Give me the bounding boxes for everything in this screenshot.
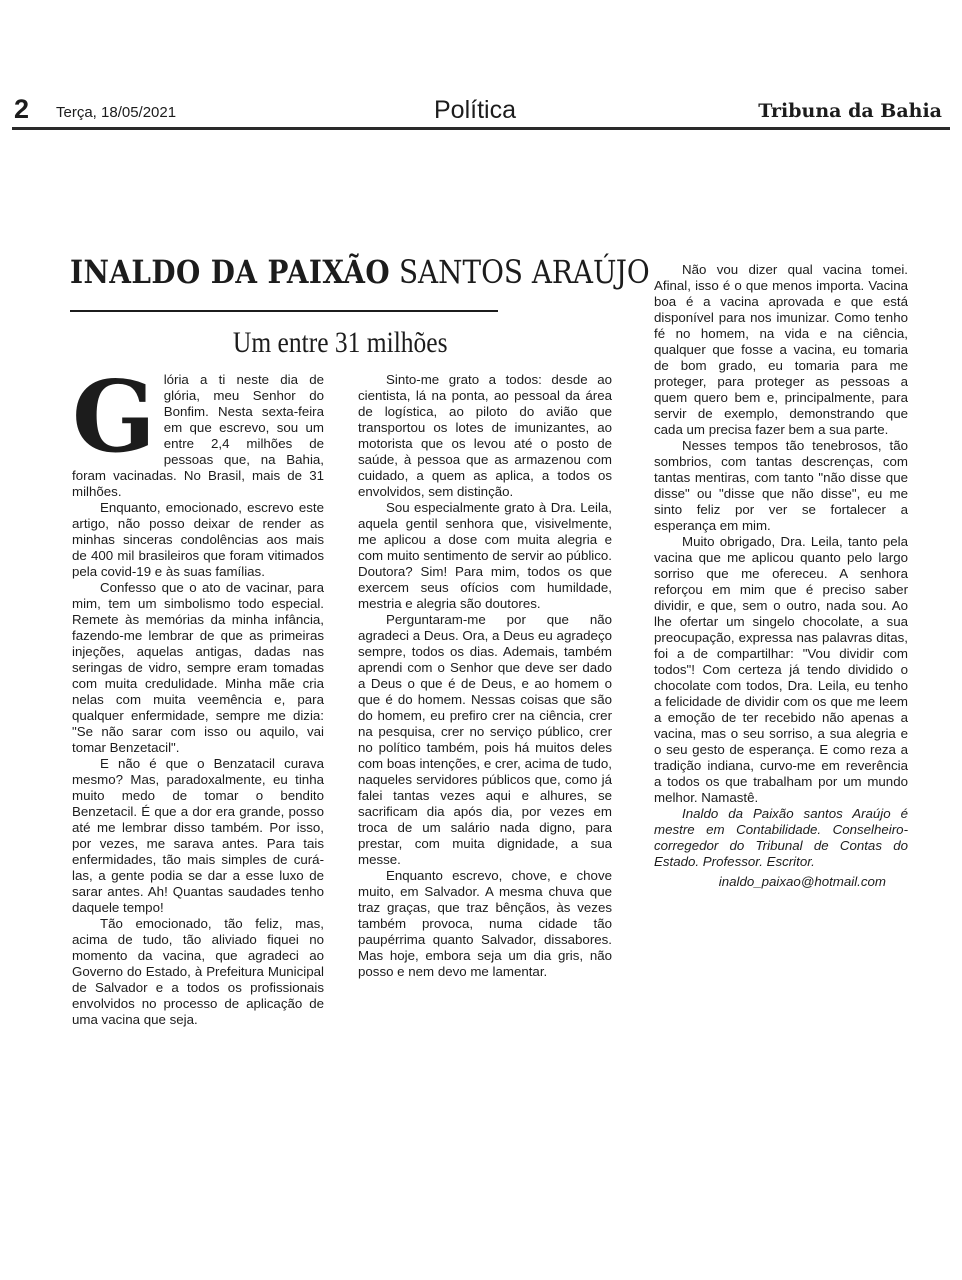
column-3 <box>654 262 908 890</box>
author-rule <box>70 310 498 312</box>
paragraph: Muito obrigado, Dra. Leila, tanto pela vacina que me aplicou quanto pelo largo sorriso que me ofereceu. A senhora reforçou em mim que é preciso saber dividir, e que, sem o outro, nada sou. Ao lhe ofertar um singelo chocolate, a sua preocupação, expressa nas palavras ditas, foi a de compartilhar: "Vou dividir com todos"! Com certeza já tendo dividido o chocolate com todos, Dra. Leila, eu tenho a felicidade de dividir com os que me leem a emoção de ter recebido não apenas a vacina, mas o seu sorriso, a sua alegria e o seu gesto de esperança. E como reza a tradição indiana, curvo-me em reverência a todos os que trabalham por um mundo melhor. Namastê. <box>654 534 908 805</box>
page-number: 2 <box>14 94 30 124</box>
column-2 <box>358 372 612 980</box>
paragraph: Enquanto, emocionado, escrevo este artigo, não posso deixar de render as minhas sinceras condolências aos mais de 400 mil brasileiros que foram vitimados pela covid-19 e às suas famílias. <box>72 500 324 579</box>
header-rule <box>12 127 950 130</box>
paragraph: E não é que o Benzatacil curava mesmo? Mas, paradoxalmente, eu tinha muito medo de tomar o bendito Benzetacil. É que a dor era grande, posso até me lembrar disso também. Por isso, por vezes, me sarava antes. Para tais enfermidades, tão mais simples de curá-las, a gente podia se dar a esse luxo de sarar antes. Ah! Quantas saudades tenho daquele tempo! <box>72 756 324 915</box>
paragraph: Sou especialmente grato à Dra. Leila, aquela gentil senhora que, visivelmente, me aplicou a dose com muita alegria e com muito sentimento de servir ao público. Doutora? Sim! Para mim, todos os que exercem seus ofícios com humildade, mestria e alegria são doutores. <box>358 500 612 611</box>
author-email: inaldo_paixao@hotmail.com <box>718 874 886 889</box>
article-title-text: Um entre 31 milhões <box>232 326 448 359</box>
article-title <box>70 326 610 360</box>
publication-name: Tribuna da Bahia <box>758 100 942 122</box>
author-bio: Inaldo da Paixão santos Araújo é mestre em Contabilidade. Conselheiro-corregedor do Tribunal de Contas do Estado. Professor. Escritor. <box>654 806 908 869</box>
column-1 <box>72 360 324 1028</box>
section-name: Política <box>434 96 516 124</box>
paragraph: Não vou dizer qual vacina tomei. Afinal, isso é o que menos importa. Vacina boa é a vacina aprovada e que está disponível para nos imunizar. Como tenho fé no homem, na vida e na ciência, qualquer que fosse a vacina, eu tomaria de bom grado, eu tomaria para me proteger, para proteger as pessoas a quem quero bem e, principalmente, para servir de exemplo, demonstrando que cada um precisa fazer bem a sua parte. <box>654 262 908 437</box>
paragraph <box>72 360 324 500</box>
paragraph: Confesso que o ato de vacinar, para mim, tem um simbolismo todo especial. Remete às memórias da minha infância, fazendo-me lembrar de que as primeiras injeções, aquelas antigas, dadas nas seringas de vidro, sempre eram tomadas com muita credulidade. Minha mãe cria nelas com muita veemência e, para qualquer enfermidade, sempre me dizia: "Se não sarar com isso ou aquilo, vai tomar Benzetacil". <box>72 580 324 755</box>
paragraph: Enquanto escrevo, chove, e chove muito, em Salvador. A mesma chuva que traz graças, que traz bênçãos, às vezes também provoca, numa cidade tão paupérrima quanto Salvador, dissabores. Mas hoje, embora seja um dia gris, não posso e nem devo me lamentar. <box>358 868 612 979</box>
publication-date: Terça, 18/05/2021 <box>56 104 177 121</box>
paragraph-text: lória a ti neste dia de glória, meu Senhor do Bonfim. Nesta sexta-feira em que escrevo, sou um entre 2,4 milhões de pessoas que, na Bahia, foram vacinadas. No Brasil, mais de 31 milhões. <box>72 372 324 499</box>
paragraph: Tão emocionado, tão feliz, mas, acima de tudo, tão aliviado fiquei no momento da vacina, que agradeci ao Governo do Estado, à Prefeitura Municipal de Salvador e a todos os profissionais envolvidos no processo de aplicação de uma vacina que seja. <box>72 916 324 1027</box>
author-name-bold: INALDO DA PAIXÃO <box>70 253 391 291</box>
drop-cap: G <box>72 360 156 475</box>
paragraph: Sinto-me grato a todos: desde ao cientista, lá na ponta, ao pessoal da área de logística, ao piloto do avião que transportou os lotes de imunizantes, ao motorista que os levou até o posto de saúde, à pessoa que as armazenou com cuidado, a quem as aplica, a todos os envolvidos, sem distinção. <box>358 372 612 499</box>
paragraph: Nesses tempos tão tenebrosos, tão sombrios, com tantas descrenças, com tantas mentiras, com tanto "não disse que disse" ou "disse que não disse", eu me sinto feliz por ver se fortalecer a esperança em mim. <box>654 438 908 533</box>
author-headline <box>70 253 650 291</box>
paragraph: Perguntaram-me por que não agradeci a Deus. Ora, a Deus eu agradeço sempre, todos os dias. Ademais, também aprendi com o Senhor que deve ser dado a Deus o que é de Deus, e ao homem o que é do homem. Nessas coisas que são do homem, eu prefiro crer na ciência, crer na pesquisa, crer no serviço público, crer no político também, pois há muitos deles com boas intenções, e crer, acima de tudo, naqueles servidores públicos que, como já falei tantas vezes aqui e alhures, se sacrificam dia após dia, por vezes em troca de um salário nada digno, para prestar, com muita dignidade, a sua messe. <box>358 612 612 867</box>
author-name-light: SANTOS ARAÚJO <box>398 253 650 291</box>
page-header <box>0 0 962 140</box>
